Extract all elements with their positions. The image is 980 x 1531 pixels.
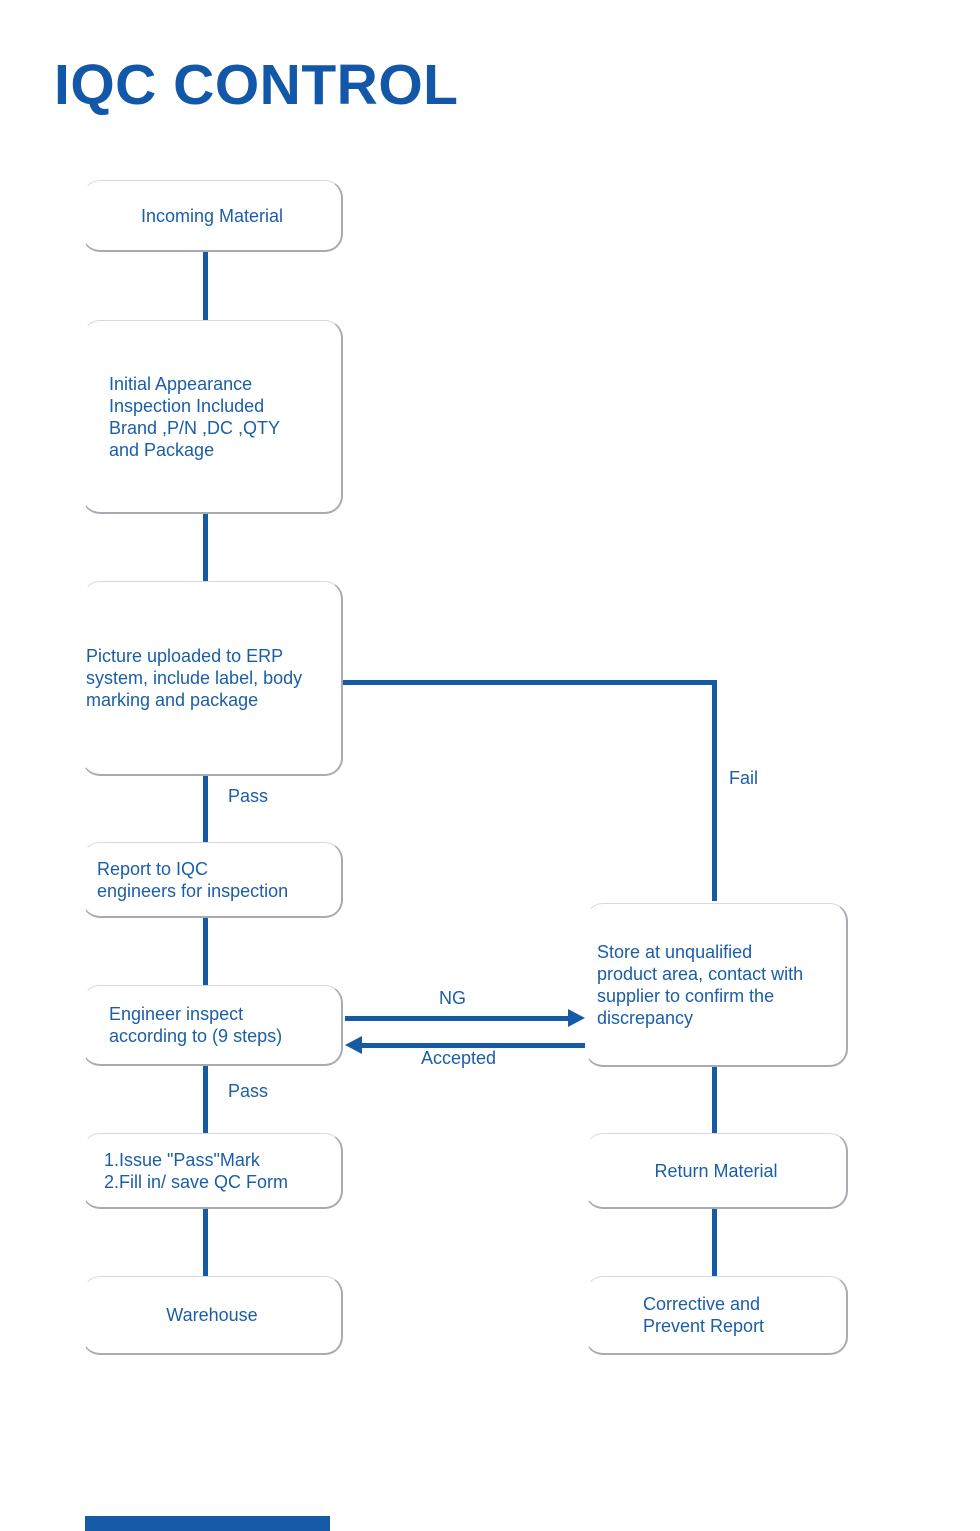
node-text-line: Engineer inspect xyxy=(109,1004,244,1024)
connector-engineer-to-issue xyxy=(203,1066,208,1133)
node-text-line: 2.Fill in/ save QC Form xyxy=(104,1171,289,1192)
node-text-line: Report to IQC xyxy=(97,858,209,879)
connector-fail-vertical xyxy=(712,680,717,901)
edge-label-accepted: Accepted xyxy=(421,1048,497,1068)
node-text-line: product area, contact with xyxy=(597,963,804,984)
ng-arrowhead-icon xyxy=(568,1009,585,1027)
node-text-line: Inspection Included xyxy=(109,395,265,416)
connector-picture-to-report xyxy=(203,776,208,842)
node-engineer-inspect xyxy=(82,985,343,1066)
connector-issue-to-warehouse xyxy=(203,1209,208,1276)
accepted-arrowhead-icon xyxy=(345,1036,362,1054)
node-text-line: Return Material xyxy=(654,1160,778,1181)
node-warehouse xyxy=(82,1276,343,1355)
footer-accent-bar xyxy=(85,1516,330,1531)
node-text-line: discrepancy xyxy=(597,1007,694,1028)
node-text-line: system, include label, body xyxy=(86,668,303,688)
node-text-line: supplier to confirm the xyxy=(597,985,775,1006)
node-text-line: Prevent Report xyxy=(643,1316,765,1336)
edge-label-pass-1: Pass xyxy=(228,786,269,806)
connector-initial-to-picture xyxy=(203,514,208,581)
node-issue-pass-mark xyxy=(82,1133,343,1209)
node-picture-uploaded-erp xyxy=(82,581,343,776)
connector-picture-fail-horizontal xyxy=(343,680,717,685)
node-report-to-iqc-engineers xyxy=(82,842,343,918)
edge-label-pass-2: Pass xyxy=(228,1081,269,1101)
node-text-line: Warehouse xyxy=(166,1305,258,1325)
node-corrective-prevent-report xyxy=(585,1276,848,1355)
node-store-unqualified-area xyxy=(585,903,848,1067)
edge-label-ng: NG xyxy=(439,988,466,1008)
node-text-line: and Package xyxy=(109,439,215,460)
ng-arrow-line xyxy=(345,1016,570,1021)
connector-return-to-corrective xyxy=(712,1209,717,1276)
node-text-line: marking and package xyxy=(86,690,259,710)
node-text-line: Incoming Material xyxy=(140,205,284,226)
node-text-line: Initial Appearance xyxy=(109,373,253,394)
node-text-line: Picture uploaded to ERP xyxy=(86,646,284,666)
connector-incoming-to-initial xyxy=(203,252,208,320)
node-text-line: Store at unqualified xyxy=(597,941,753,962)
node-text-line: Brand ,P/N ,DC ,QTY xyxy=(109,417,281,438)
edge-label-fail: Fail xyxy=(729,768,759,788)
node-return-material xyxy=(585,1133,848,1209)
connector-report-to-engineer xyxy=(203,918,208,985)
node-text-line: engineers for inspection xyxy=(97,880,289,901)
connector-store-to-return xyxy=(712,1067,717,1133)
node-text-line: Corrective and xyxy=(643,1294,761,1314)
node-text-line: according to (9 steps) xyxy=(109,1026,283,1046)
page-title: IQC CONTROL xyxy=(54,53,459,117)
node-initial-appearance-inspection xyxy=(82,320,343,514)
node-incoming-material xyxy=(82,180,343,252)
node-text-line: 1.Issue "Pass"Mark xyxy=(104,1149,260,1170)
